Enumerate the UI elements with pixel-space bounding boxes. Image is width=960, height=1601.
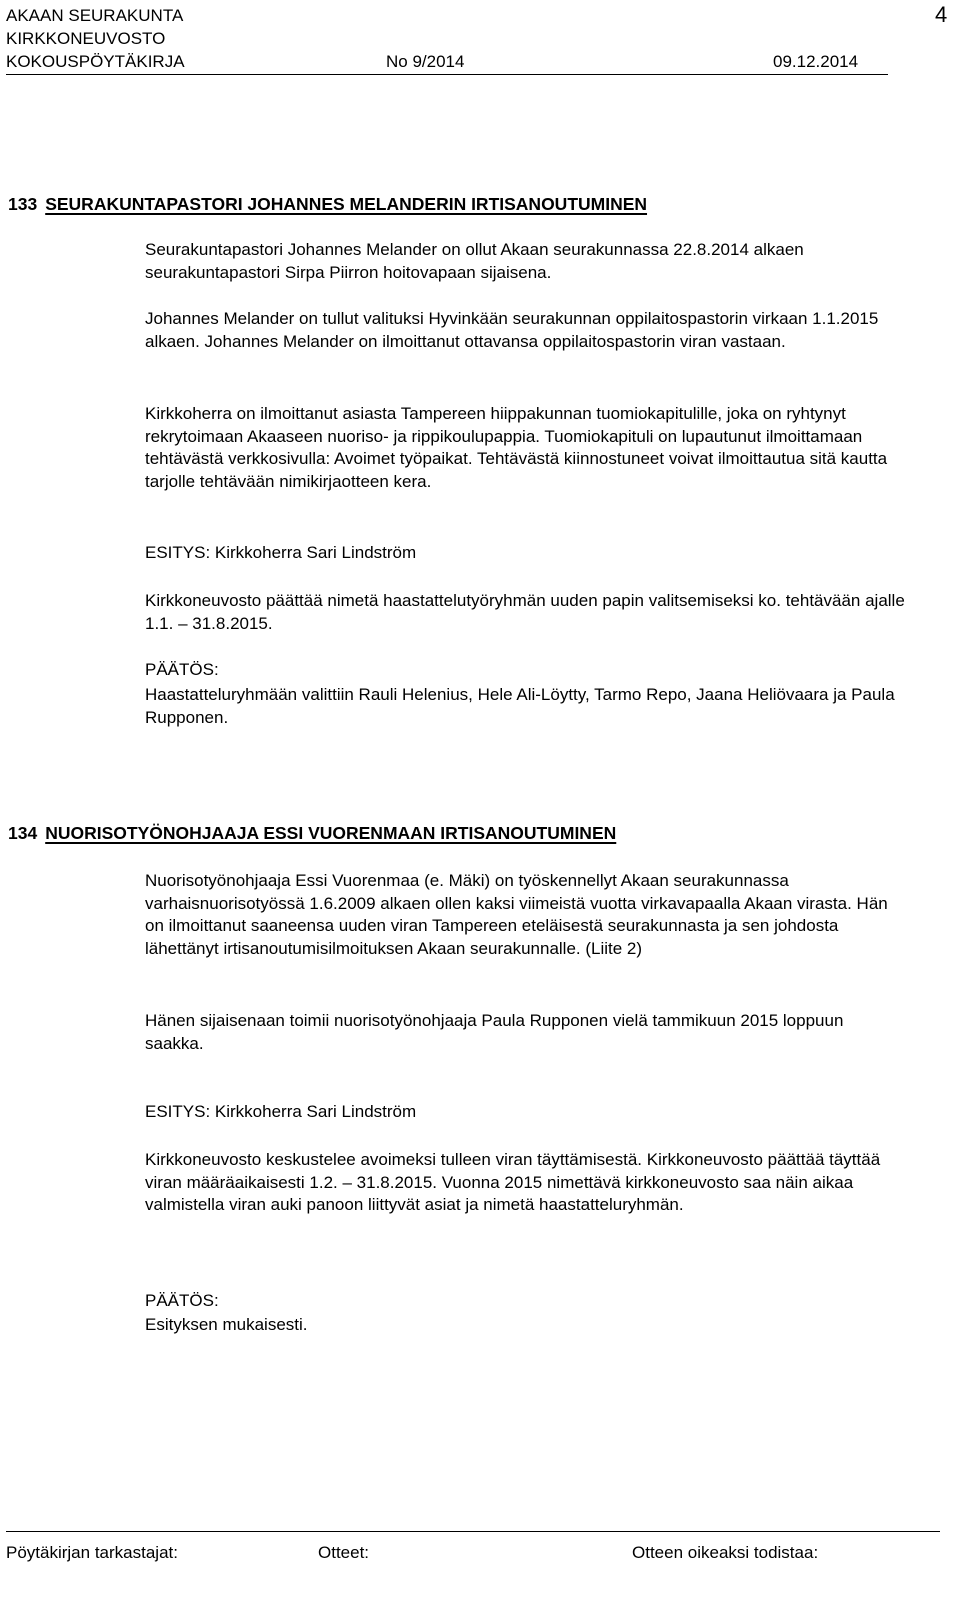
footer-extracts: Otteet:: [318, 1543, 370, 1562]
section-134-esitys: ESITYS: Kirkkoherra Sari Lindström: [145, 1102, 417, 1121]
section-133-proposal: Kirkkoneuvosto päättää nimetä haastattelutyöryhmän uuden papin valitsemiseksi ko. tehtävään ajalle 1.1. – 31.8.2015.: [145, 591, 905, 633]
section-133-decision: Haastatteluryhmään valittiin Rauli Helenius, Hele Ali-Löytty, Tarmo Repo, Jaana Heliövaara ja Paula Rupponen.: [145, 685, 895, 727]
section-134-number: 134: [8, 823, 38, 843]
section-134-decision: Esityksen mukaisesti.: [145, 1315, 308, 1334]
section-134-proposal: Kirkkoneuvosto keskustelee avoimeksi tulleen viran täyttämisestä. Kirkkoneuvosto päättää täyttää viran määräaikaisesti 1.2. – 31.8.2015. Vuonna 2015 nimettävä kirkkoneuvosto saa näin aikaa valmistella viran auki panoon liittyvät asiat ja nimetä haastatteluryhmän.: [145, 1150, 881, 1214]
section-133-heading: [8, 193, 647, 216]
section-133-title: SEURAKUNTAPASTORI JOHANNES MELANDERIN IRTISANOUTUMINEN: [45, 194, 648, 214]
section-134-para-2: Hänen sijaisenaan toimii nuorisotyönohjaaja Paula Rupponen vielä tammikuun 2015 loppuun saakka.: [145, 1011, 844, 1053]
header-org: AKAAN SEURAKUNTA: [6, 6, 184, 25]
section-133-number: 133: [8, 194, 38, 214]
footer-reviewers: Pöytäkirjan tarkastajat:: [6, 1543, 178, 1562]
section-133-para-2: Johannes Melander on tullut valituksi Hyvinkään seurakunnan oppilaitospastorin virkaan 1.1.2015 alkaen. Johannes Melander on ilmoittanut ottavansa oppilaitospastorin viran vastaan.: [145, 309, 879, 351]
section-134-heading: [8, 822, 616, 845]
section-134-title: NUORISOTYÖNOHJAAJA ESSI VUORENMAAN IRTISANOUTUMINEN: [45, 823, 617, 843]
footer-certified: Otteen oikeaksi todistaa:: [632, 1543, 819, 1562]
header-number: No 9/2014: [386, 52, 465, 71]
section-134-para-1: Nuorisotyönohjaaja Essi Vuorenmaa (e. Mäki) on työskennellyt Akaan seurakunnassa varhaisnuorisotyössä 1.6.2009 alkaen ollen kaksi viimeistä vuotta virkavapaalla Akaan virasta. Hän on ilmoittanut saaneensa uuden viran Tampereen eteläisestä seurakunnasta ja sen johdosta lähettänyt irtisanoutumisilmoituksen Akaan seurakunnalle. (Liite 2): [145, 871, 888, 958]
header-rule: [6, 74, 888, 75]
section-133-esitys: ESITYS: Kirkkoherra Sari Lindström: [145, 543, 417, 562]
header-body: KIRKKONEUVOSTO: [6, 29, 166, 48]
section-133-paatos-label: PÄÄTÖS:: [145, 660, 219, 679]
section-133-para-3: Kirkkoherra on ilmoittanut asiasta Tampereen hiippakunnan tuomiokapitulille, joka on ryhtynyt rekrytoimaan Akaaseen nuoriso- ja rippikoulupappia. Tuomiokapituli on lupautunut ilmoittamaan tehtävästä verkkosivulla: Avoimet työpaikat. Tehtävästä kiinnostuneet voivat ilmoittautua sitä kautta tarjolle tehtävään nimikirjaotteen kera.: [145, 404, 888, 491]
header-doc-type: KOKOUSPÖYTÄKIRJA: [6, 52, 185, 71]
section-134-paatos-label: PÄÄTÖS:: [145, 1291, 219, 1310]
header-date: 09.12.2014: [773, 52, 859, 71]
page-number: 4: [935, 2, 948, 27]
section-133-para-1: Seurakuntapastori Johannes Melander on ollut Akaan seurakunnassa 22.8.2014 alkaen seurakuntapastori Sirpa Piirron hoitovapaan sijaisena.: [145, 240, 804, 282]
footer-rule: [6, 1531, 940, 1532]
